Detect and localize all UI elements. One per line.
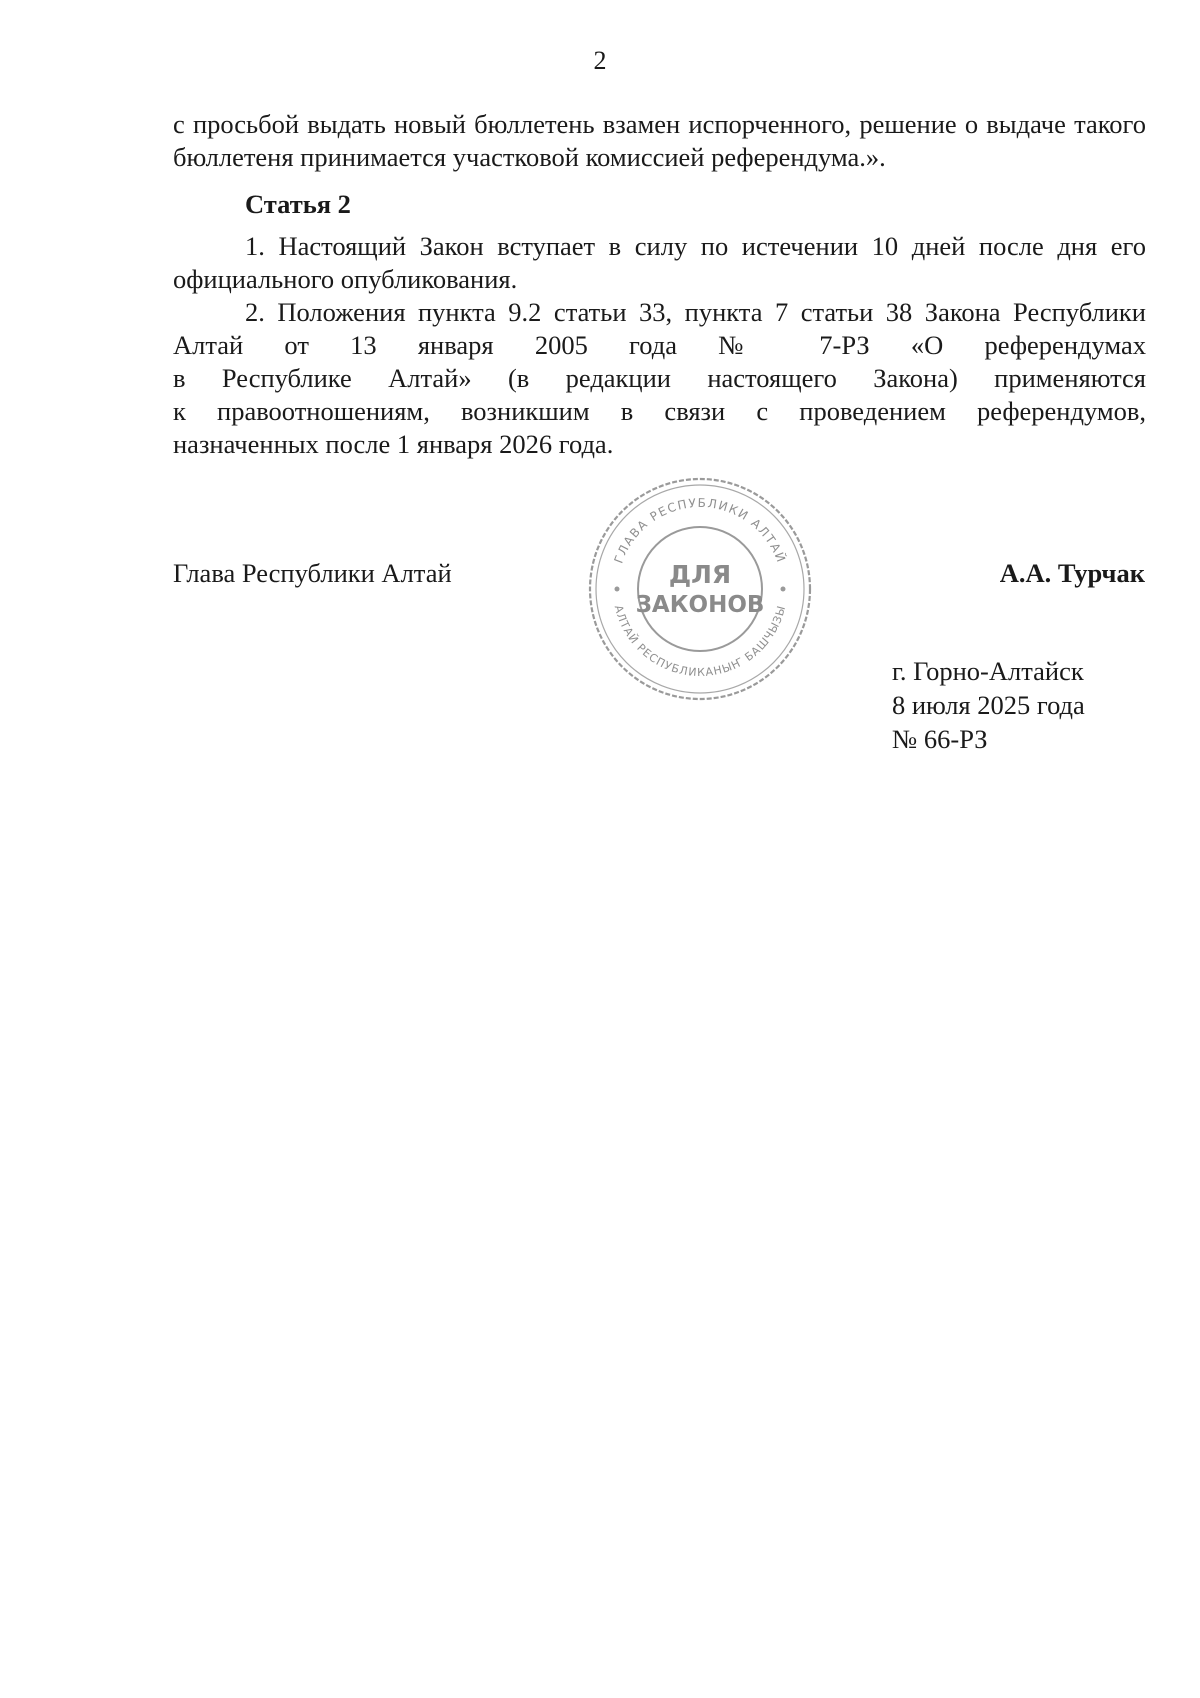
stamp-center-bottom-text: ЗАКОНОВ — [635, 592, 765, 618]
stamp-ring-dot — [615, 587, 620, 592]
date: 8 июля 2025 года — [892, 690, 1085, 720]
signatory-position: Глава Республики Алтай — [173, 558, 452, 588]
article-item-2-line-2: Алтай от 13 января 2005 года № 7-РЗ «О референдумах — [173, 330, 1146, 360]
stamp-ring-top-text: ГЛАВА РЕСПУБЛИКИ АЛТАЙ — [611, 495, 789, 566]
article-item-2-line-4: к правоотношениям, возникшим в связи с проведением референдумов, — [173, 396, 1146, 426]
article-item-2-line-1: 2. Положения пункта 9.2 статьи 33, пункта 7 статьи 38 Закона Республики — [245, 297, 1146, 327]
article-item-2-line-5: назначенных после 1 января 2026 года. — [173, 429, 614, 459]
stamp-center-top-text: ДЛЯ — [668, 560, 732, 589]
signatory-name: А.А. Турчак — [999, 558, 1145, 588]
stamp-inner-ring — [638, 527, 762, 651]
continuation-paragraph — [173, 108, 1146, 174]
article-title: Статья 2 — [245, 189, 351, 219]
stamp-outer-ring — [590, 479, 810, 699]
stamp-outer-inner-ring — [596, 485, 804, 693]
page-number: 2 — [593, 46, 607, 75]
stamp-ring-bottom-text: АЛТАЙ РЕСПУБЛИКАНЫҤ БАШЧЫЗЫ — [611, 603, 789, 680]
law-number: № 66-РЗ — [892, 724, 988, 754]
place-date-number-block — [892, 654, 1085, 756]
article-item-2 — [173, 296, 1146, 461]
article-item-1 — [173, 230, 1146, 296]
city: г. Горно-Алтайск — [892, 656, 1084, 686]
continuation-text: с просьбой выдать новый бюллетень взамен испорченного, решение о выдаче такого бюллетеня принимается участковой комиссией референдума.». — [173, 109, 1146, 172]
stamp-ring-dot — [781, 587, 786, 592]
article-item-2-line-3: в Республике Алтай» (в редакции настоящего Закона) применяются — [173, 363, 1146, 393]
article-item-1-text: 1. Настоящий Закон вступает в силу по истечении 10 дней после дня его официального опубликования. — [173, 231, 1146, 294]
official-seal-stamp — [587, 476, 813, 702]
